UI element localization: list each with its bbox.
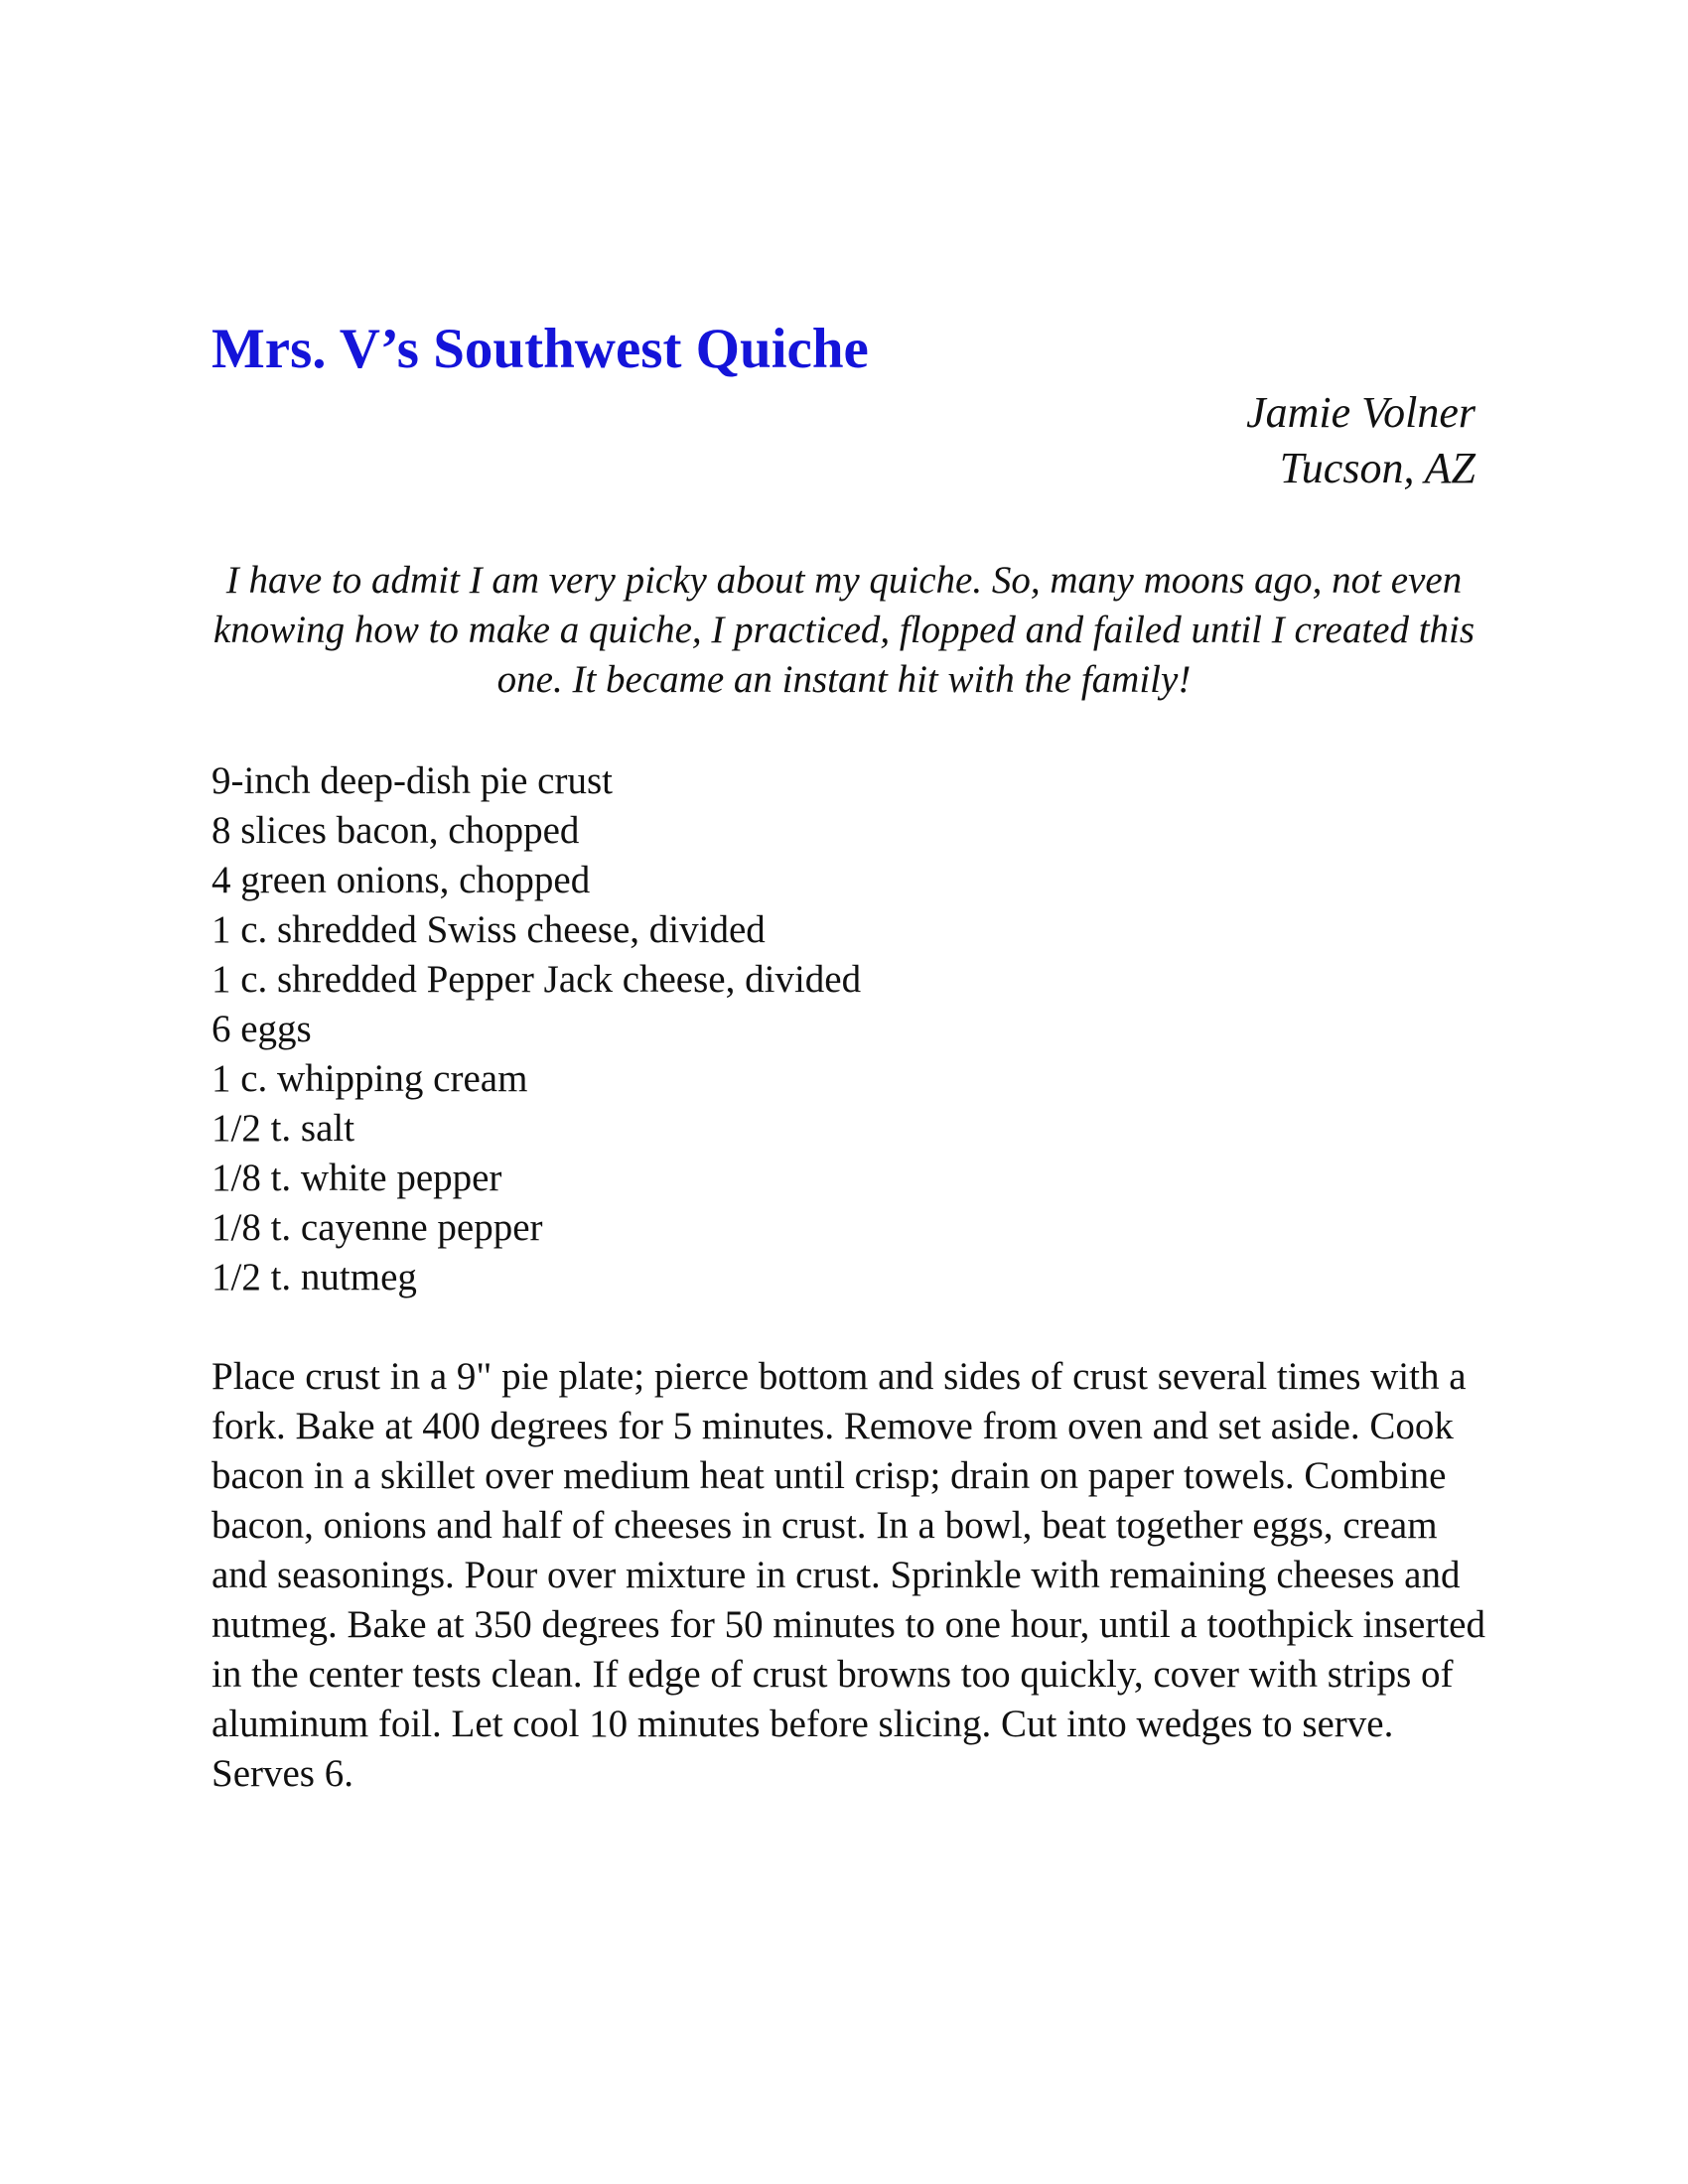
- recipe-byline: [1246, 385, 1476, 496]
- ingredient-item: 1 c. shredded Swiss cheese, divided: [211, 908, 766, 951]
- ingredient-item: 1/2 t. salt: [211, 1107, 355, 1150]
- ingredient-item: 1/8 t. cayenne pepper: [211, 1206, 543, 1249]
- recipe-intro: I have to admit I am very picky about my quiche. So, many moons ago, not even knowing how to make a quiche, I practiced, flopped and failed until I created this one. It became an instant hit with the family!: [212, 559, 1476, 701]
- ingredient-item: 1/8 t. white pepper: [211, 1157, 502, 1199]
- recipe-directions: Place crust in a 9" pie plate; pierce bottom and sides of crust several times with a fork. Bake at 400 degrees for 5 minutes. Remove from oven and set aside. Cook bacon in a skillet over medium heat until crisp; drain on paper towels. Combine bacon, onions and half of cheeses in crust. In a bowl, beat together eggs, cream and seasonings. Pour over mixture in crust. Sprinkle with remaining cheeses and nutmeg. Bake at 350 degrees for 50 minutes to one hour, until a toothpick inserted in the center tests clean. If edge of crust browns too quickly, cover with strips of aluminum foil. Let cool 10 minutes before slicing. Cut into wedges to serve. Serves 6.: [211, 1355, 1485, 1795]
- ingredient-item: 6 eggs: [211, 1008, 312, 1050]
- author-name: Jamie Volner: [1246, 388, 1476, 437]
- ingredient-item: 9-inch deep-dish pie crust: [211, 759, 613, 802]
- ingredient-item: 1 c. shredded Pepper Jack cheese, divided: [211, 958, 862, 1001]
- recipe-title: Mrs. V’s Southwest Quiche: [211, 318, 869, 380]
- ingredient-item: 1 c. whipping cream: [211, 1057, 528, 1100]
- ingredient-item: 1/2 t. nutmeg: [211, 1256, 417, 1298]
- ingredient-item: 8 slices bacon, chopped: [211, 809, 580, 852]
- ingredient-list: [211, 756, 861, 1302]
- author-location: Tucson, AZ: [1279, 444, 1476, 492]
- ingredient-item: 4 green onions, chopped: [211, 859, 591, 901]
